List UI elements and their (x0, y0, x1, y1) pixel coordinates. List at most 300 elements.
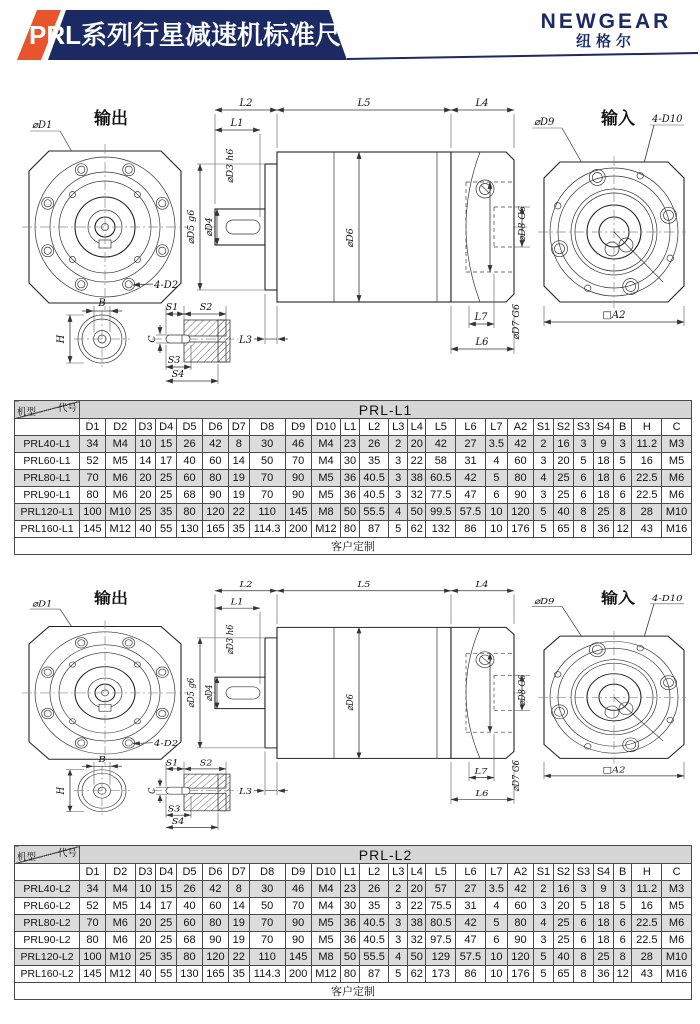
dim-label-c: C (147, 787, 159, 794)
value-cell: 6 (613, 487, 632, 504)
value-cell: 23 (341, 436, 360, 453)
col-header-S3: S3 (573, 419, 593, 436)
dim-label-h: H (55, 786, 68, 795)
value-cell: 15 (156, 436, 177, 453)
footer-custom-cell: 客户定制 (15, 983, 692, 1000)
value-cell: M6 (105, 470, 135, 487)
value-cell: 65 (553, 966, 573, 983)
value-cell: 145 (285, 504, 311, 521)
dim-label-d7: ⌀D7 G6 (511, 760, 523, 792)
value-cell: 22 (407, 898, 426, 915)
value-cell: 40 (135, 966, 156, 983)
value-cell: 130 (177, 966, 203, 983)
value-cell: 8 (613, 949, 632, 966)
dim-label-d4: ⌀D4 (204, 684, 216, 702)
value-cell: 35 (359, 453, 389, 470)
value-cell: 19 (228, 470, 249, 487)
col-header-S2: S2 (553, 419, 573, 436)
value-cell: 4 (389, 504, 408, 521)
value-cell: 14 (135, 453, 156, 470)
input-view-title: 输入 (601, 588, 635, 607)
value-cell: 18 (593, 898, 613, 915)
value-cell: 8 (228, 881, 249, 898)
col-header-L5: L5 (426, 864, 456, 881)
value-cell: 86 (456, 966, 486, 983)
table-row (15, 453, 692, 470)
value-cell: 90 (508, 932, 534, 949)
value-cell: 42 (426, 436, 456, 453)
value-cell: 3 (389, 487, 408, 504)
value-cell: 32 (407, 487, 426, 504)
value-cell: 47 (456, 932, 486, 949)
value-cell: M3 (662, 881, 692, 898)
col-header-S4: S4 (593, 419, 613, 436)
model-cell: PRL120-L2 (15, 949, 80, 966)
dim-label-d9: ⌀D9 (534, 596, 555, 607)
value-cell: 80 (341, 966, 360, 983)
value-cell: 36 (593, 521, 613, 538)
value-cell: M4 (105, 436, 135, 453)
value-cell: 31 (456, 453, 486, 470)
value-cell: 25 (553, 470, 573, 487)
dim-label-d5: ⌀D5 g6 (186, 677, 198, 708)
value-cell: M6 (662, 470, 692, 487)
dim-label-l5: L5 (357, 579, 371, 591)
dim-label-s1: S1 (165, 758, 179, 769)
value-cell: 43 (632, 966, 662, 983)
value-cell: M5 (311, 932, 341, 949)
value-cell: 15 (156, 881, 177, 898)
value-cell: M12 (311, 966, 341, 983)
value-cell: 9 (593, 881, 613, 898)
value-cell: 25 (553, 487, 573, 504)
col-header-L7: L7 (485, 419, 507, 436)
value-cell: 20 (407, 436, 426, 453)
value-cell: 22 (228, 504, 249, 521)
dim-label-s1: S1 (165, 302, 179, 313)
value-cell: 4 (485, 453, 507, 470)
dim-label-d1: ⌀D1 (32, 598, 53, 610)
value-cell: 4 (485, 898, 507, 915)
value-cell: 25 (156, 470, 177, 487)
col-header-S4: S4 (593, 864, 613, 881)
dim-label-b: B (98, 298, 106, 309)
value-cell: 40.5 (359, 487, 389, 504)
value-cell: 3 (613, 436, 632, 453)
value-cell: 4 (389, 949, 408, 966)
output-shaft (215, 677, 265, 708)
value-cell: 3 (533, 453, 553, 470)
output-view-title: 输出 (94, 588, 128, 607)
value-cell: 35 (228, 521, 249, 538)
value-cell: 40.5 (359, 915, 389, 932)
value-cell: 19 (228, 915, 249, 932)
dim-label-l4: L4 (475, 579, 489, 591)
value-cell: 120 (202, 504, 228, 521)
value-cell: 90 (285, 487, 311, 504)
dim-label-d2: 4-D2 (154, 738, 179, 749)
value-cell: 11.2 (632, 436, 662, 453)
value-cell: M6 (105, 487, 135, 504)
value-cell: 70 (249, 932, 285, 949)
model-cell: PRL40-L2 (15, 881, 80, 898)
value-cell: M10 (105, 504, 135, 521)
col-header-D4: D4 (156, 419, 177, 436)
table-row (15, 932, 692, 949)
value-cell: 30 (341, 898, 360, 915)
value-cell: 75.5 (426, 898, 456, 915)
value-cell: 6 (485, 932, 507, 949)
value-cell: 35 (228, 966, 249, 983)
value-cell: 25 (135, 504, 156, 521)
value-cell: 100 (80, 949, 106, 966)
value-cell: 200 (285, 966, 311, 983)
value-cell: M5 (662, 453, 692, 470)
value-cell: M8 (311, 504, 341, 521)
gearbox-body (277, 627, 451, 758)
value-cell: 70 (285, 453, 311, 470)
value-cell: 110 (249, 949, 285, 966)
newgear-logo (526, 11, 686, 51)
model-cell: PRL90-L2 (15, 932, 80, 949)
value-cell: 42 (456, 470, 486, 487)
value-cell: 55.5 (359, 504, 389, 521)
value-cell: 120 (202, 949, 228, 966)
value-cell: 30 (341, 453, 360, 470)
col-header-L7: L7 (485, 864, 507, 881)
value-cell: 2 (533, 436, 553, 453)
value-cell: M5 (105, 898, 135, 915)
dim-label-s3: S3 (167, 805, 181, 815)
value-cell: 10 (485, 966, 507, 983)
col-header-L6: L6 (456, 864, 486, 881)
value-cell: 3 (389, 932, 408, 949)
value-cell: 3 (573, 436, 593, 453)
col-header-S2: S2 (553, 864, 573, 881)
value-cell: 36 (341, 487, 360, 504)
value-cell: 80 (177, 504, 203, 521)
value-cell: 20 (553, 453, 573, 470)
col-header-D4: D4 (156, 864, 177, 881)
value-cell: 80 (80, 932, 106, 949)
value-cell: 132 (426, 521, 456, 538)
dim-label-l4: L4 (475, 98, 489, 109)
value-cell: 25 (593, 949, 613, 966)
table-row (15, 898, 692, 915)
value-cell: 3 (389, 453, 408, 470)
value-cell: M8 (311, 949, 341, 966)
table-title: PRL-L2 (80, 846, 692, 864)
value-cell: 5 (389, 521, 408, 538)
value-cell: 36 (341, 932, 360, 949)
value-cell: 52 (80, 453, 106, 470)
dim-label-l7: L7 (474, 312, 488, 323)
dim-label-d6: ⌀D6 (345, 694, 357, 711)
value-cell: 68 (177, 932, 203, 949)
dim-label-d10: 4-D10 (652, 593, 683, 604)
value-cell: 5 (533, 504, 553, 521)
col-header-D8: D8 (249, 419, 285, 436)
dim-label-d2: 4-D2 (154, 280, 179, 291)
value-cell: 43 (632, 521, 662, 538)
value-cell: 18 (593, 470, 613, 487)
col-header-D10: D10 (311, 419, 341, 436)
corner-label-code: 代号 (57, 848, 77, 859)
logo-chinese-name: 纽格尔 (575, 33, 636, 51)
value-cell: 3 (613, 881, 632, 898)
value-cell: 16 (553, 881, 573, 898)
value-cell: 90 (202, 487, 228, 504)
value-cell: 3 (533, 898, 553, 915)
value-cell: M5 (105, 453, 135, 470)
value-cell: M10 (662, 504, 692, 521)
value-cell: 35 (156, 949, 177, 966)
value-cell: 20 (135, 915, 156, 932)
value-cell: 42 (202, 881, 228, 898)
dim-label-l2: L2 (239, 98, 253, 109)
value-cell: 50 (407, 504, 426, 521)
col-header-D7: D7 (228, 419, 249, 436)
value-cell: 50 (407, 949, 426, 966)
dim-label-a2: □A2 (602, 310, 626, 321)
value-cell: 2 (389, 436, 408, 453)
clamp-section-detail (147, 302, 238, 384)
value-cell: 42 (508, 881, 534, 898)
dim-label-d9: ⌀D9 (534, 117, 555, 128)
dim-label-s4: S4 (171, 817, 185, 827)
value-cell: M12 (311, 521, 341, 538)
value-cell: 5 (613, 898, 632, 915)
value-cell: M12 (105, 521, 135, 538)
col-header-A2: A2 (508, 419, 534, 436)
input-flange-view (532, 108, 686, 326)
value-cell: 6 (613, 470, 632, 487)
value-cell: 10 (485, 504, 507, 521)
value-cell: 145 (80, 521, 106, 538)
spec-table-PRL-L1 (14, 400, 692, 555)
dim-label-l6: L6 (475, 337, 489, 348)
value-cell: M5 (662, 898, 692, 915)
value-cell: 70 (285, 898, 311, 915)
value-cell: 6 (573, 470, 593, 487)
value-cell: 25 (553, 932, 573, 949)
col-header-D1: D1 (80, 419, 106, 436)
value-cell: 26 (177, 436, 203, 453)
empty-header-cell (15, 419, 80, 436)
value-cell: 31 (456, 898, 486, 915)
value-cell: 20 (135, 487, 156, 504)
page-header (0, 0, 700, 66)
value-cell: 26 (359, 436, 389, 453)
col-header-D5: D5 (177, 419, 203, 436)
shaft-end-view (56, 298, 130, 367)
value-cell: 46 (285, 881, 311, 898)
dim-label-d7: ⌀D7 G6 (511, 303, 522, 341)
col-header-A2: A2 (508, 864, 534, 881)
value-cell: 25 (156, 915, 177, 932)
value-cell: 22.5 (632, 932, 662, 949)
value-cell: 50 (341, 504, 360, 521)
value-cell: 60 (177, 470, 203, 487)
value-cell: 28 (632, 504, 662, 521)
dim-label-s4: S4 (171, 369, 185, 380)
value-cell: 25 (593, 504, 613, 521)
table-row (15, 915, 692, 932)
col-header-S1: S1 (533, 864, 553, 881)
value-cell: 10 (135, 881, 156, 898)
dim-label-d3: ⌀D3 h6 (225, 624, 237, 655)
dim-label-l3: L3 (238, 335, 252, 346)
input-housing (451, 152, 514, 302)
value-cell: 40.5 (359, 470, 389, 487)
technical-drawing-prl-l2 (14, 575, 686, 837)
value-cell: 120 (508, 504, 534, 521)
value-cell: M16 (662, 521, 692, 538)
value-cell: 6 (573, 487, 593, 504)
gearbox-body (277, 152, 451, 302)
dim-label-d8: ⌀D8 G6 (517, 205, 528, 243)
value-cell: 4 (533, 470, 553, 487)
dim-label-d6: ⌀D6 (345, 228, 356, 248)
table-row (15, 487, 692, 504)
value-cell: 50 (249, 898, 285, 915)
value-cell: 16 (632, 453, 662, 470)
value-cell: 30 (249, 881, 285, 898)
col-header-L5: L5 (426, 419, 456, 436)
col-header-L4: L4 (407, 864, 426, 881)
model-cell: PRL120-L1 (15, 504, 80, 521)
corner-label-model: 机型 (17, 852, 37, 863)
value-cell: 42 (202, 436, 228, 453)
model-cell: PRL90-L1 (15, 487, 80, 504)
value-cell: 3 (389, 915, 408, 932)
value-cell: 40 (553, 949, 573, 966)
value-cell: 19 (228, 932, 249, 949)
value-cell: 3 (533, 487, 553, 504)
value-cell: M6 (662, 932, 692, 949)
dim-label-l2: L2 (239, 579, 253, 591)
value-cell: 5 (533, 521, 553, 538)
value-cell: M6 (105, 915, 135, 932)
value-cell: 3 (573, 881, 593, 898)
value-cell: 30 (249, 436, 285, 453)
dim-label-l7: L7 (474, 766, 488, 777)
value-cell: 200 (285, 521, 311, 538)
value-cell: 6 (485, 487, 507, 504)
value-cell: 22 (228, 949, 249, 966)
value-cell: 18 (593, 932, 613, 949)
value-cell: 42 (456, 915, 486, 932)
output-view-title: 输出 (94, 109, 128, 129)
col-header-H: H (632, 864, 662, 881)
value-cell: 20 (135, 470, 156, 487)
col-header-D1: D1 (80, 864, 106, 881)
value-cell: 100 (80, 504, 106, 521)
value-cell: 32 (407, 932, 426, 949)
side-section-view (186, 98, 530, 354)
value-cell: 8 (573, 949, 593, 966)
value-cell: 22 (407, 453, 426, 470)
dim-label-a2: □A2 (602, 764, 626, 776)
value-cell: 5 (533, 949, 553, 966)
model-cell: PRL80-L1 (15, 470, 80, 487)
value-cell: 5 (573, 453, 593, 470)
value-cell: 5 (485, 470, 507, 487)
col-header-L2: L2 (359, 419, 389, 436)
value-cell: 34 (80, 881, 106, 898)
value-cell: 176 (508, 966, 534, 983)
empty-header-cell (15, 864, 80, 881)
col-header-D2: D2 (105, 864, 135, 881)
value-cell: M4 (311, 436, 341, 453)
dim-label-c: C (147, 335, 158, 343)
value-cell: M10 (105, 949, 135, 966)
value-cell: 3 (389, 470, 408, 487)
dim-label-l3: L3 (239, 786, 253, 797)
value-cell: 70 (249, 470, 285, 487)
value-cell: 70 (249, 915, 285, 932)
value-cell: 114.3 (249, 966, 285, 983)
col-header-D3: D3 (135, 864, 156, 881)
col-header-B: B (613, 419, 632, 436)
value-cell: 57 (426, 881, 456, 898)
value-cell: 70 (249, 487, 285, 504)
output-flange-view (22, 108, 188, 310)
value-cell: 55.5 (359, 949, 389, 966)
value-cell: 3 (389, 898, 408, 915)
value-cell: 34 (80, 436, 106, 453)
value-cell: 17 (156, 453, 177, 470)
value-cell: 46 (285, 436, 311, 453)
shaft-end-view (55, 754, 130, 815)
dim-label-s3: S3 (167, 355, 181, 366)
input-housing (451, 627, 514, 758)
dim-label-s2: S2 (199, 302, 213, 313)
col-header-L3: L3 (389, 419, 408, 436)
value-cell: 47 (456, 487, 486, 504)
value-cell: 86 (456, 521, 486, 538)
value-cell: 60 (508, 453, 534, 470)
value-cell: M4 (311, 898, 341, 915)
dim-label-d5: ⌀D5 g6 (186, 209, 197, 245)
value-cell: 80 (508, 915, 534, 932)
col-header-L1: L1 (341, 864, 360, 881)
logo-wordmark: NEWGEAR (540, 10, 672, 33)
value-cell: 16 (553, 436, 573, 453)
spec-table-section-prl-l1 (14, 400, 700, 555)
col-header-L4: L4 (407, 419, 426, 436)
dim-label-l6: L6 (475, 788, 489, 799)
value-cell: 50 (341, 949, 360, 966)
dim-label-l5: L5 (357, 98, 371, 109)
value-cell: 99.5 (426, 504, 456, 521)
value-cell: 8 (573, 966, 593, 983)
value-cell: 12 (613, 521, 632, 538)
value-cell: 114.3 (249, 521, 285, 538)
value-cell: 87 (359, 966, 389, 983)
value-cell: 120 (508, 949, 534, 966)
value-cell: 129 (426, 949, 456, 966)
value-cell: 6 (613, 932, 632, 949)
side-section-view (187, 580, 530, 804)
output-shaft (215, 209, 265, 245)
value-cell: 10 (485, 521, 507, 538)
value-cell: 8 (613, 504, 632, 521)
col-header-D9: D9 (285, 864, 311, 881)
dim-label-l1: L1 (230, 597, 244, 608)
col-header-D9: D9 (285, 419, 311, 436)
value-cell: 40 (177, 898, 203, 915)
